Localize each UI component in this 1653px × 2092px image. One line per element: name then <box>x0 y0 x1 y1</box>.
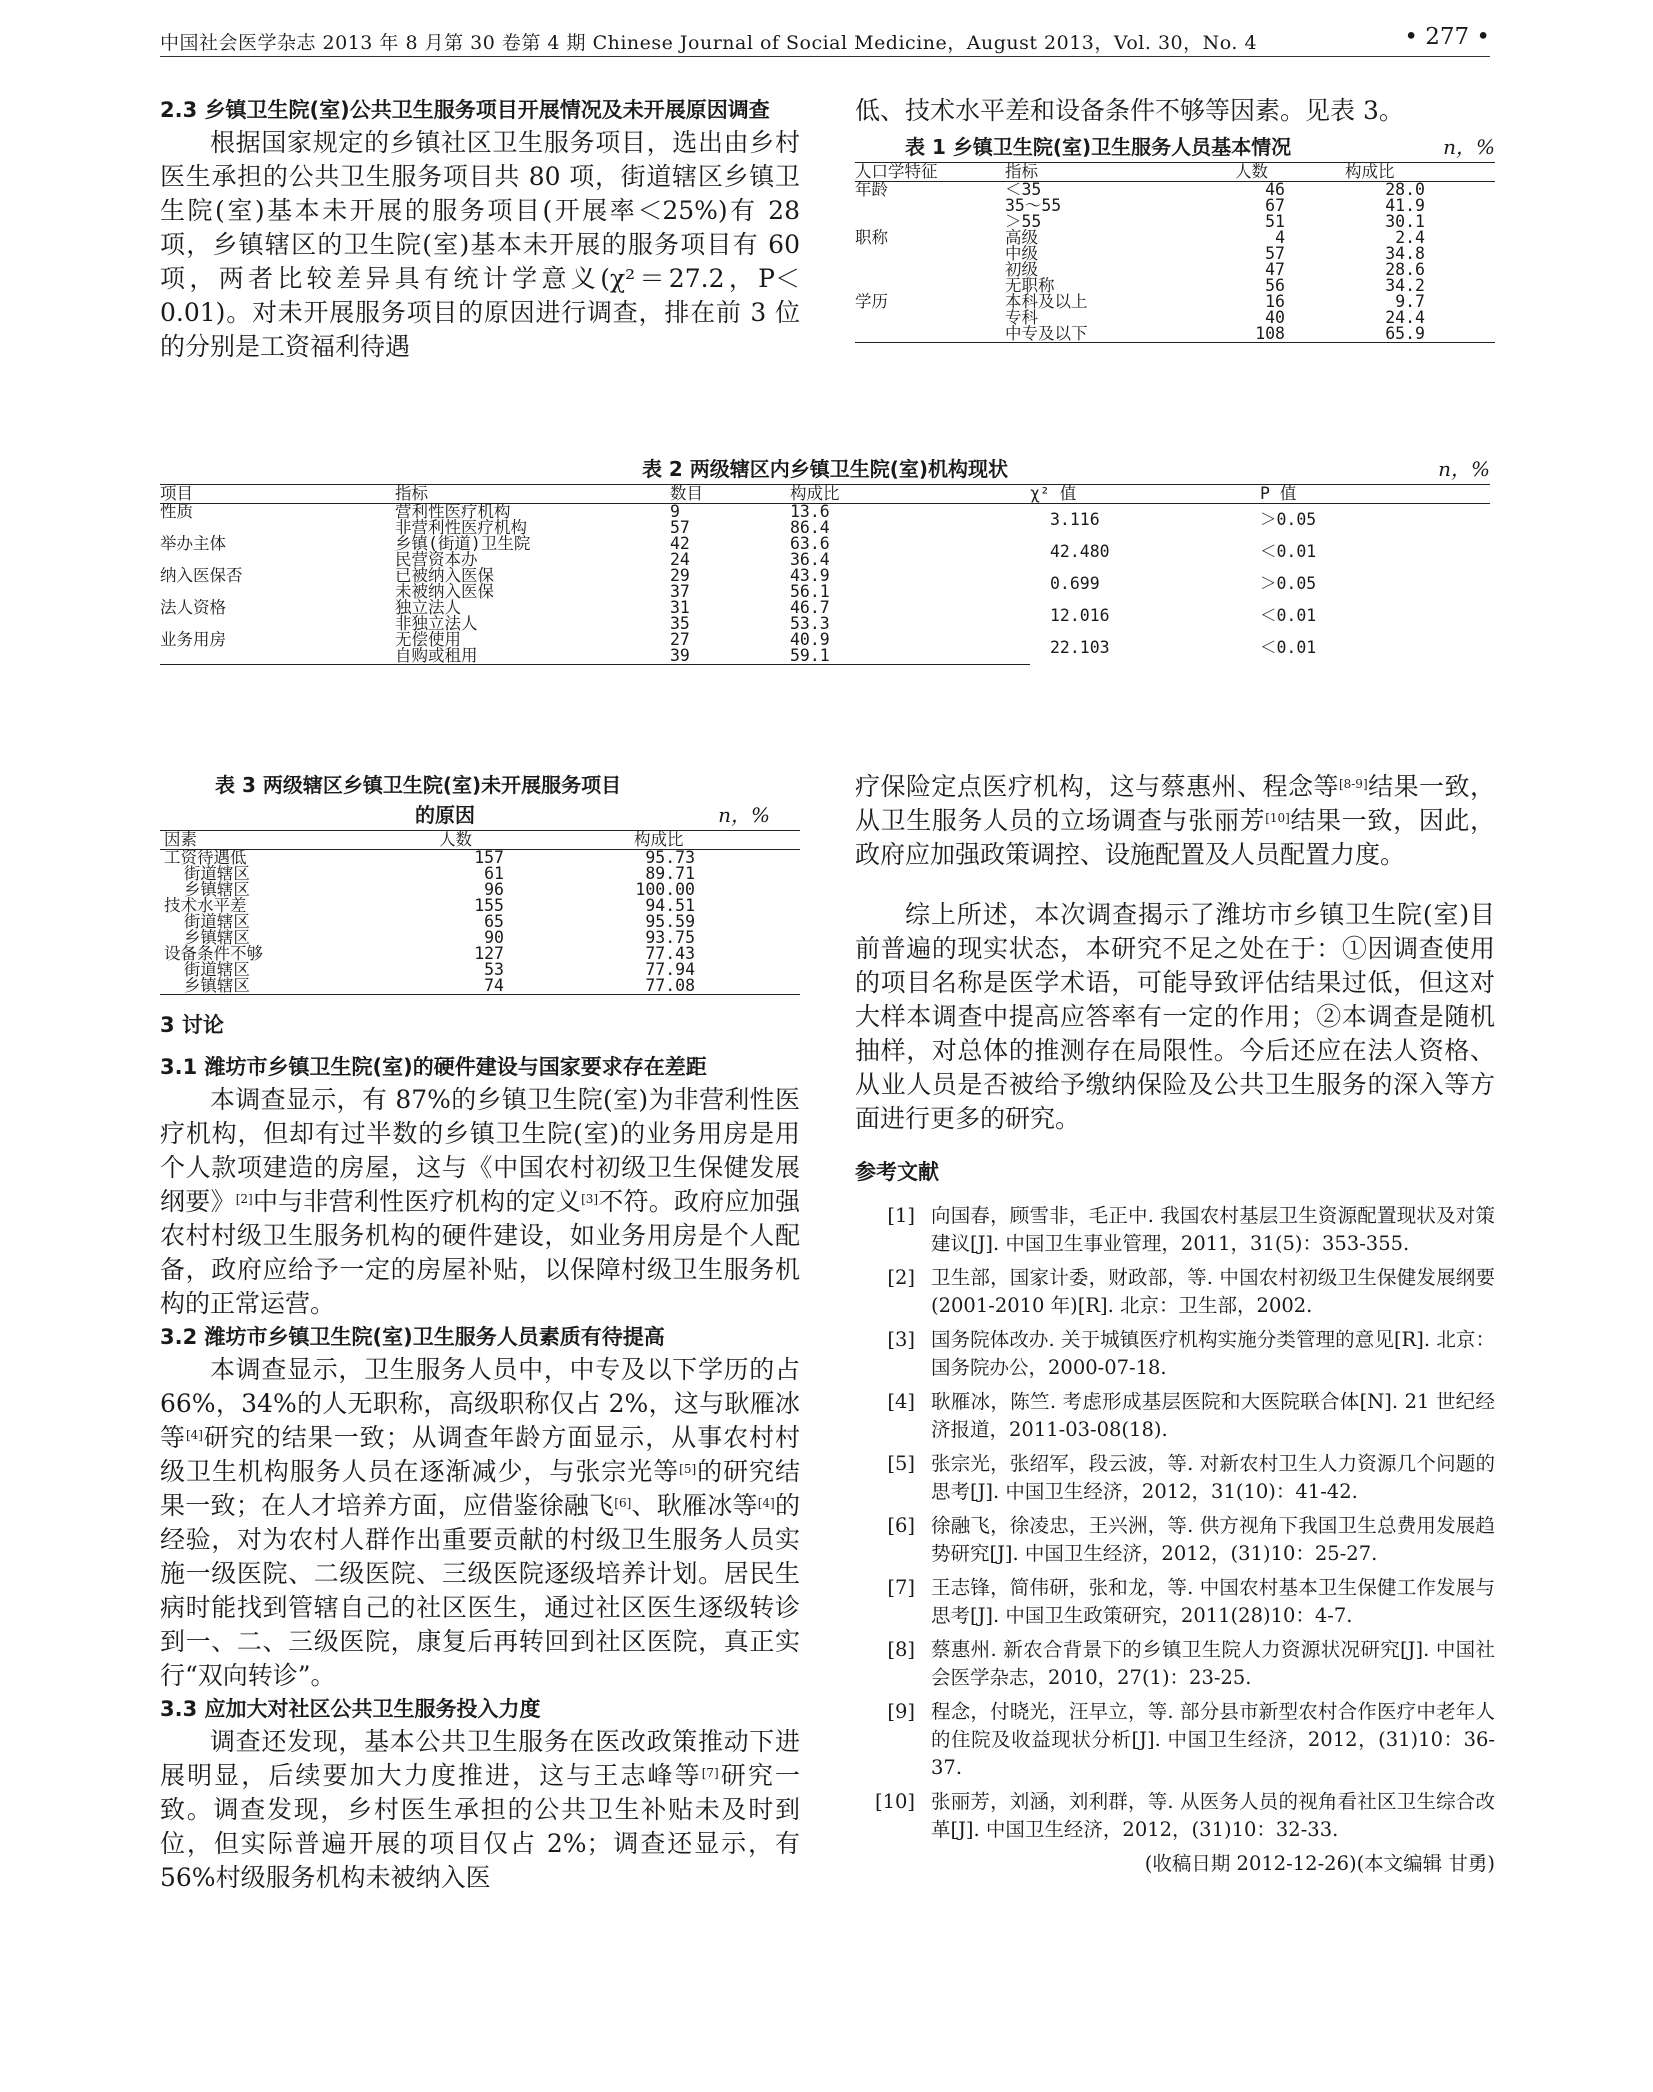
table-cell: 年龄 <box>855 180 888 199</box>
table-row <box>160 978 800 995</box>
table-1-unit: n，% <box>1443 135 1495 159</box>
reference-text: 耿雁冰，陈竺. 考虑形成基层医院和大医院联合体[N]. 21 世纪经济报道，2011-03-08(18). <box>931 1390 1495 1441</box>
table-cell: 非营利性医疗机构 <box>395 518 527 537</box>
table-cell: 举办主体 <box>160 534 226 553</box>
table-1-header: 指标 <box>1005 163 1235 182</box>
reference-item <box>855 1788 1495 1844</box>
table-2-title: 表 2 两级辖区内乡镇卫生院(室)机构现状 <box>641 457 1009 481</box>
table-cell: 27 <box>670 630 690 649</box>
table-cell <box>855 246 1005 262</box>
text-run: 疗保险定点医疗机构，这与蔡惠州、程念等 <box>855 772 1339 801</box>
table-3-header: 因素 <box>160 831 439 850</box>
section-2-3-heading: 2.3 乡镇卫生院(室)公共卫生服务项目开展情况及未开展原因调查 <box>160 98 770 122</box>
table-cell: 65 <box>484 912 504 931</box>
reference-number: [6] <box>887 1514 915 1537</box>
table-3-header-row <box>160 831 800 850</box>
table-cell: 77.43 <box>645 944 695 963</box>
text-run: 的研究结果一致；在人才培养方面，应借鉴徐融飞 <box>160 1457 800 1520</box>
citation: [10] <box>1265 811 1290 825</box>
table-cell: 30.1 <box>1385 212 1425 231</box>
table-cell: 乡镇辖区 <box>164 928 250 947</box>
reference-text: 国务院体改办. 关于城镇医疗机构实施分类管理的意见[R]. 北京：国务院办公，2000-07-18. <box>931 1328 1495 1379</box>
table-cell: 学历 <box>855 292 888 311</box>
table-cell: 28.6 <box>1385 260 1425 279</box>
table-cell: 9.7 <box>1395 292 1425 311</box>
table-cell: 营利性医疗机构 <box>395 502 511 521</box>
table-cell: 纳入医保否 <box>160 566 243 585</box>
table-cell: ＞0.05 <box>1260 574 1317 593</box>
table-cell: 155 <box>474 896 504 915</box>
table-row <box>160 946 800 962</box>
running-header <box>160 24 1490 57</box>
table-cell: 乡镇(街道)卫生院 <box>395 534 531 553</box>
right-column-top <box>855 94 1495 343</box>
table-cell <box>855 198 1005 214</box>
table-cell: 专科 <box>1005 308 1038 327</box>
table-cell: 乡镇辖区 <box>164 880 250 899</box>
table-3-header: 构成比 <box>634 831 800 850</box>
reference-number: [10] <box>874 1790 915 1813</box>
reference-text: 王志锋，简伟研，张和龙，等. 中国农村基本卫生保健工作发展与思考[J]. 中国卫生政策研究，2011(28)10：4-7. <box>931 1576 1495 1627</box>
text-run: 研究一致。调查发现，乡村医生承担的公共卫生补贴未及时到位，但实际普遍开展的项目仅占 2%；调查还显示，有 56%村级服务机构未被纳入医 <box>160 1761 800 1892</box>
table-cell: 34.8 <box>1385 244 1425 263</box>
section-3-1-paragraph <box>160 1083 800 1321</box>
table-2-header: P 值 <box>1260 485 1490 504</box>
table-3-caption-line-2 <box>160 800 800 830</box>
right-column-bottom <box>855 770 1495 1878</box>
table-cell: 51 <box>1265 212 1285 231</box>
table-cell: 24 <box>670 550 690 569</box>
table-cell: 中级 <box>1005 244 1038 263</box>
reference-number: [4] <box>887 1390 915 1413</box>
table-cell: 43.9 <box>790 566 830 585</box>
table-1-header: 构成比 <box>1345 163 1495 182</box>
section-2-3-continuation: 低、技术水平差和设备条件不够等因素。见表 3。 <box>855 96 1404 125</box>
citation: [3] <box>581 1192 599 1206</box>
table-2-header: 指标 <box>395 485 670 504</box>
table-cell: 46.7 <box>790 598 830 617</box>
table-2-header: 构成比 <box>790 485 1030 504</box>
table-3-caption-line-1: 表 3 两级辖区乡镇卫生院(室)未开展服务项目 <box>215 773 622 797</box>
table-cell <box>855 262 1005 278</box>
table-cell: 乡镇辖区 <box>160 978 439 995</box>
table-2-header: 项目 <box>160 485 395 504</box>
table-cell: 高级 <box>1005 228 1038 247</box>
reference-text: 张宗光，张绍军，段云波，等. 对新农村卫生人力资源几个问题的思考[J]. 中国卫生经济，2012，31(10)：41-42. <box>931 1452 1495 1503</box>
reference-text: 卫生部，国家计委，财政部，等. 中国农村初级卫生保健发展纲要(2001-2010 年)[R]. 北京：卫生部，2002. <box>931 1266 1495 1317</box>
table-2-header-row <box>160 485 1490 504</box>
citation: [8-9] <box>1338 777 1368 791</box>
table-cell: 街道辖区 <box>164 864 250 883</box>
reference-list <box>855 1202 1495 1844</box>
table-row <box>160 850 800 867</box>
table-cell: 36.4 <box>790 550 830 569</box>
text-run: 、耿雁冰等 <box>631 1491 758 1520</box>
table-row <box>160 866 800 882</box>
text-run: 本调查显示，有 87%的乡镇卫生院(室)为非营利性医疗机构，但却有过半数的乡镇卫生院(室)的业务用房是用个人款项建造的房屋，这与《中国农村初级卫生保健发展纲要》 <box>160 1085 800 1216</box>
table-cell: ＜0.01 <box>1260 542 1317 561</box>
table-cell: 初级 <box>1005 260 1038 279</box>
citation: [5] <box>679 1462 697 1476</box>
reference-item <box>855 1202 1495 1258</box>
left-column-bottom <box>160 770 800 1895</box>
table-cell: 47 <box>1265 260 1285 279</box>
table-cell: 2.4 <box>1395 228 1425 247</box>
table-cell: 无偿使用 <box>395 630 461 649</box>
table-1-header-row <box>855 163 1495 182</box>
reference-item <box>855 1512 1495 1568</box>
table-cell: 96 <box>484 880 504 899</box>
reference-text: 蔡惠州. 新农合背景下的乡镇卫生院人力资源状况研究[J]. 中国社会医学杂志，2010，27(1)：23-25. <box>931 1638 1495 1689</box>
table-cell: 13.6 <box>790 502 830 521</box>
table-cell: ＜35 <box>1005 180 1042 199</box>
citation: [2] <box>235 1192 253 1206</box>
table-1-header: 人数 <box>1235 163 1345 182</box>
table-cell: 61 <box>484 864 504 883</box>
section-2-3-paragraph: 根据国家规定的乡镇社区卫生服务项目，选出由乡村医生承担的公共卫生服务项目共 80 项，街道辖区乡镇卫生院(室)基本未开展的服务项目(开展率＜25%)有 28 项，乡镇辖区的卫生院(室)基本未开展的服务项目有 60 项，两者比较差异具有统计学意义(χ²＝27.2，P＜0.01)。对未开展服务项目的原因进行调查，排在前 3 位的分别是工资福利待遇 <box>160 128 800 361</box>
table-cell: 65.9 <box>1345 326 1495 343</box>
table-cell: 86.4 <box>790 518 830 537</box>
text-run: 的经验，对为农村人群作出重要贡献的村级卫生服务人员实施一级医院、二级医院、三级医院逐级培养计划。居民生病时能找到管辖自己的社区医生，通过社区医生逐级转诊到一、二、三级医院，康复后再转回到社区医院，真正实行“双向转诊”。 <box>160 1491 800 1690</box>
table-cell: 67 <box>1265 196 1285 215</box>
table-cell: 职称 <box>855 228 888 247</box>
references-heading: 参考文献 <box>855 1160 939 1184</box>
table-cell: 街道辖区 <box>164 960 250 979</box>
table-cell: ＞0.05 <box>1260 510 1317 529</box>
citation: [6] <box>614 1496 632 1510</box>
table-cell: 41.9 <box>1385 196 1425 215</box>
text-run: 研究的结果一致；从调查年龄方面显示，从事农村村级卫生机构服务人员在逐渐减少，与张宗光等 <box>160 1423 800 1486</box>
citation: [7] <box>701 1766 719 1780</box>
table-cell: 本科及以上 <box>1005 292 1088 311</box>
table-cell: 独立法人 <box>395 598 461 617</box>
table-2-unit: n，% <box>1438 457 1490 481</box>
text-run: 本调查显示，卫生服务人员中，中专及以下学历的占 66%，34%的人无职称，高级职称仅占 2%，这与耿雁冰等 <box>160 1355 800 1452</box>
table-cell: 40.9 <box>790 630 830 649</box>
table-3-title-cont: 的原因 <box>415 803 475 827</box>
table-cell: 56.1 <box>790 582 830 601</box>
reference-text: 向国春，顾雪非，毛正中. 我国农村基层卫生资源配置现状及对策建议[J]. 中国卫生事业管理，2011，31(5)：353-355. <box>931 1204 1495 1255</box>
table-row <box>160 914 800 930</box>
table-cell: 53.3 <box>790 614 830 633</box>
table-cell: 设备条件不够 <box>164 944 263 963</box>
table-cell: 技术水平差 <box>164 896 247 915</box>
reference-number: [2] <box>887 1266 915 1289</box>
table-cell: 56 <box>1265 276 1285 295</box>
reference-text: 张丽芳，刘涵，刘利群，等. 从医务人员的视角看社区卫生综合改革[J]. 中国卫生经济，2012，(31)10：32-33. <box>931 1790 1495 1841</box>
citation: [4] <box>757 1496 775 1510</box>
citation: [4] <box>185 1428 203 1442</box>
table-cell: 街道辖区 <box>164 912 250 931</box>
section-3-3-heading: 3.3 应加大对社区公共卫生服务投入力度 <box>160 1697 541 1721</box>
table-cell: 157 <box>474 848 504 867</box>
table-cell: 22.103 <box>1050 638 1110 658</box>
table-cell: 93.75 <box>645 928 695 947</box>
reference-item <box>855 1574 1495 1630</box>
table-cell: ＞55 <box>1005 212 1042 231</box>
table-cell: 31 <box>670 598 690 617</box>
table-cell: 民营资本办 <box>395 550 478 569</box>
table-cell: 74 <box>439 978 634 995</box>
table-cell: 未被纳入医保 <box>395 582 494 601</box>
table-cell: 28.0 <box>1385 180 1425 199</box>
text-run: 不符。政府应加强农村村级卫生服务机构的硬件建设，如业务用房是个人配备，政府应给予一定的房屋补贴，以保障村级卫生服务机构的正常运营。 <box>160 1187 800 1318</box>
table-cell: 77.08 <box>634 978 800 995</box>
reference-item <box>855 1326 1495 1382</box>
table-cell: ＜0.01 <box>1260 606 1317 625</box>
table-cell: 108 <box>1235 326 1345 343</box>
table-cell <box>855 326 1005 343</box>
table-2-header: 数目 <box>670 485 790 504</box>
table-cell: 42 <box>670 534 690 553</box>
text-run: 调查还发现，基本公共卫生服务在医改政策推动下进展明显，后续要加大力度推进，这与王志峰等 <box>160 1727 800 1790</box>
table-cell: 9 <box>670 502 680 521</box>
reference-item <box>855 1450 1495 1506</box>
reference-number: [3] <box>887 1328 915 1351</box>
table-3-unit: n，% <box>718 803 770 827</box>
table-cell: 3.116 <box>1050 510 1100 529</box>
text-run: 结果一致，从卫生服务人员的立场调查与张丽芳 <box>855 772 1495 835</box>
section-3-1-heading: 3.1 潍坊市乡镇卫生院(室)的硬件建设与国家要求存在差距 <box>160 1055 707 1079</box>
table-cell: 59.1 <box>790 648 1030 665</box>
table-cell: 34.2 <box>1385 276 1425 295</box>
table-cell: 95.73 <box>645 848 695 867</box>
table-cell: 业务用房 <box>160 630 226 649</box>
table-cell: 77.94 <box>645 960 695 979</box>
section-3-2-heading: 3.2 潍坊市乡镇卫生院(室)卫生服务人员素质有待提高 <box>160 1325 665 1349</box>
table-1-body <box>855 182 1495 343</box>
table-cell: 已被纳入医保 <box>395 566 494 585</box>
table-cell <box>160 648 395 665</box>
text-run: 中与非营利性医疗机构的定义 <box>252 1187 582 1216</box>
table-1-title: 表 1 乡镇卫生院(室)卫生服务人员基本情况 <box>905 135 1292 159</box>
table-cell: 57 <box>1265 244 1285 263</box>
reference-number: [5] <box>887 1452 915 1475</box>
journal-citation: 中国社会医学杂志 2013 年 8 月第 30 卷第 4 期 Chinese Journal of Social Medicine，August 2013，Vol. 30，No. 4 <box>160 32 1258 54</box>
table-cell: 94.51 <box>645 896 695 915</box>
table-row <box>160 962 800 978</box>
reference-item <box>855 1388 1495 1444</box>
table-2-block <box>160 454 1490 665</box>
table-cell: 127 <box>474 944 504 963</box>
table-cell: 无职称 <box>1005 276 1055 295</box>
reference-number: [9] <box>887 1700 915 1723</box>
table-cell: 42.480 <box>1050 542 1110 561</box>
table-cell: 24.4 <box>1385 308 1425 327</box>
table-cell: 95.59 <box>645 912 695 931</box>
table-cell: 中专及以下 <box>1005 326 1235 343</box>
table-row <box>855 326 1495 343</box>
conclusion-paragraph: 综上所述，本次调查揭示了潍坊市乡镇卫生院(室)目前普遍的现实状态，本研究不足之处在于：①因调查使用的项目名称是医学术语，可能导致评估结果过低，但这对大样本调查中提高应答率有一定的作用；②本调查是随机抽样，对总体的推测存在局限性。今后还应在法人资格、从业人员是否被给予缴纳保险及公共卫生服务的深入等方面进行更多的研究。 <box>855 900 1495 1133</box>
reference-item <box>855 1264 1495 1320</box>
table-3 <box>160 830 800 995</box>
table-cell: 40 <box>1265 308 1285 327</box>
table-cell: 100.00 <box>635 880 695 899</box>
table-1-header: 人口学特征 <box>855 163 1005 182</box>
table-cell <box>855 310 1005 326</box>
table-3-header: 人数 <box>439 831 634 850</box>
received-date-editor: (收稿日期 2012-12-26)(本文编辑 甘勇) <box>1144 1852 1495 1875</box>
section-3-2-paragraph <box>160 1353 800 1693</box>
table-cell: 自购或租用 <box>395 648 670 665</box>
reference-item <box>855 1636 1495 1692</box>
table-cell: 90 <box>484 928 504 947</box>
table-1 <box>855 162 1495 343</box>
table-cell: 57 <box>670 518 690 537</box>
table-2-body <box>160 504 1490 665</box>
table-cell: 性质 <box>160 502 193 521</box>
table-2 <box>160 484 1490 665</box>
table-1-caption <box>855 132 1495 162</box>
page-number: • 277 • <box>1404 24 1490 50</box>
reference-number: [1] <box>887 1204 915 1227</box>
table-cell: 53 <box>484 960 504 979</box>
table-cell: 法人资格 <box>160 598 226 617</box>
text-run: 结果一致，因此，政府应加强政策调控、设施配置及人员配置力度。 <box>855 806 1495 869</box>
table-cell: 37 <box>670 582 690 601</box>
table-2-header: χ² 值 <box>1030 485 1260 504</box>
section-3-3-paragraph <box>160 1725 800 1895</box>
table-cell: 非独立法人 <box>395 614 478 633</box>
section-3-heading: 3 讨论 <box>160 1013 224 1037</box>
section-3-3-continuation <box>855 770 1495 872</box>
table-cell: 46 <box>1265 180 1285 199</box>
reference-number: [8] <box>887 1638 915 1661</box>
reference-text: 徐融飞，徐凌忠，王兴洲，等. 供方视角下我国卫生总费用发展趋势研究[J]. 中国卫生经济，2012，(31)10：25-27. <box>931 1514 1495 1565</box>
reference-item <box>855 1698 1495 1782</box>
table-cell: 0.699 <box>1050 574 1100 593</box>
reference-text: 程念，付晓光，汪早立，等. 部分县市新型农村合作医疗中老年人的住院及收益现状分析[J]. 中国卫生经济，2012，(31)10：36-37. <box>931 1700 1495 1779</box>
table-cell: 63.6 <box>790 534 830 553</box>
table-3-body <box>160 850 800 995</box>
table-cell: ＜0.01 <box>1260 638 1317 658</box>
table-cell: 16 <box>1265 292 1285 311</box>
reference-number: [7] <box>887 1576 915 1599</box>
table-2-caption <box>160 454 1490 484</box>
table-cell: 12.016 <box>1050 606 1110 625</box>
left-column-top <box>160 94 800 364</box>
table-row <box>160 898 800 914</box>
table-cell: 4 <box>1275 228 1285 247</box>
table-cell: 工资待遇低 <box>164 848 247 867</box>
table-cell: 89.71 <box>645 864 695 883</box>
table-cell: 35 <box>670 614 690 633</box>
table-cell: 35～55 <box>1005 196 1062 215</box>
table-cell: 29 <box>670 566 690 585</box>
table-cell: 39 <box>670 648 790 665</box>
